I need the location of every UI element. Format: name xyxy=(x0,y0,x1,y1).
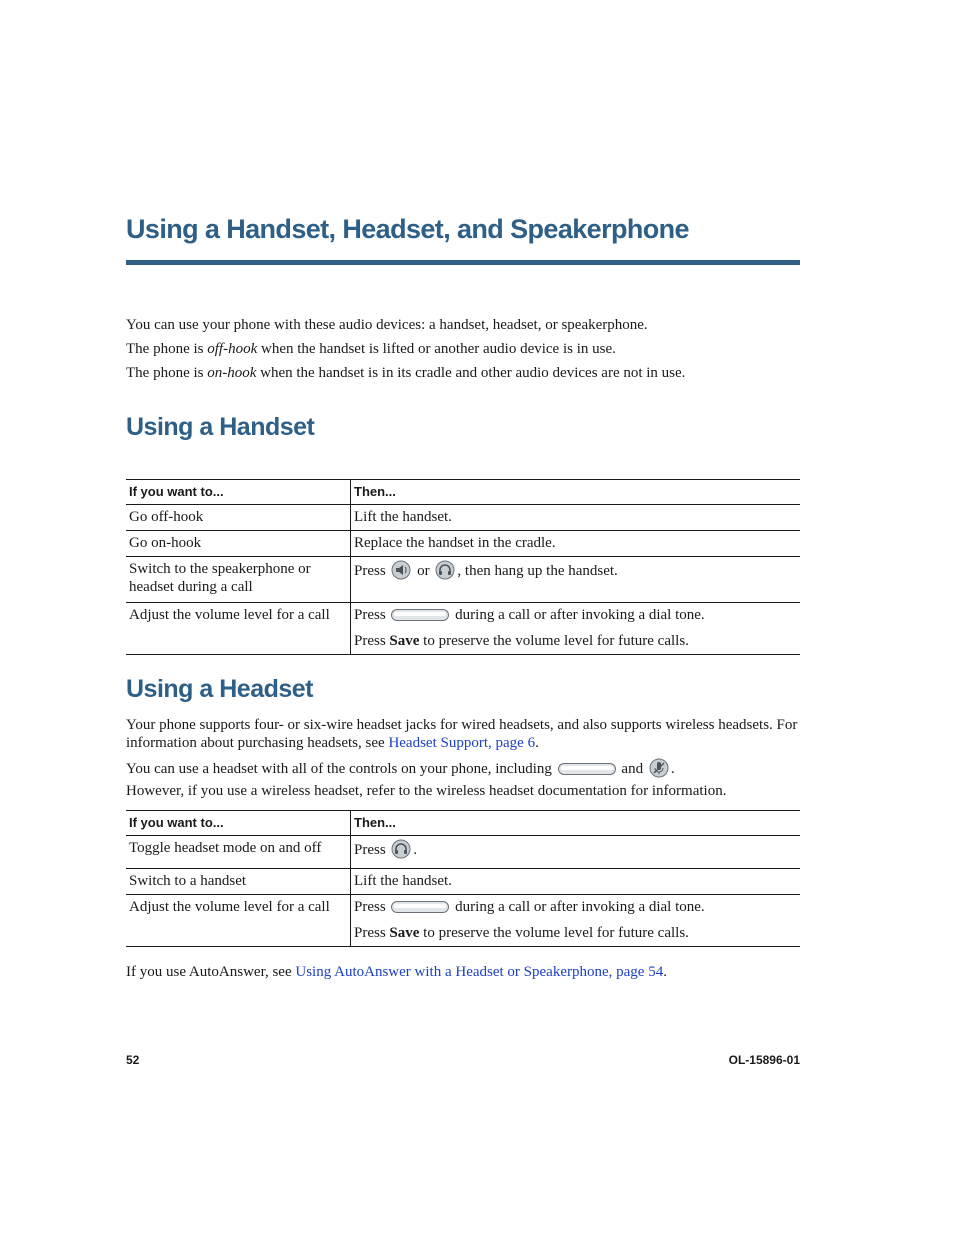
page-title: Using a Handset, Headset, and Speakerphone xyxy=(126,214,689,244)
headset-table xyxy=(126,810,800,947)
volume-bar-icon xyxy=(391,900,449,918)
headset-button-icon xyxy=(391,839,411,864)
table-row: Adjust the volume level for a call Press during a call or after invoking a dial tone. Press Save to preserve the volume level for future calls. xyxy=(126,895,800,947)
table-row: Toggle headset mode on and off Press . xyxy=(126,836,800,869)
headset-button-icon xyxy=(435,560,455,585)
volume-bar-icon xyxy=(558,762,616,780)
headset-col-then: Then... xyxy=(354,815,396,830)
table-row: Adjust the volume level for a call Press during a call or after invoking a dial tone. Press Save to preserve the volume level for future calls. xyxy=(126,603,800,655)
volume-bar-icon xyxy=(391,608,449,626)
headset-para-1: Your phone supports four- or six-wire headset jacks for wired headsets, and also supports wireless headsets. For information about purchasing headsets, see Headset Support, page 6. xyxy=(126,717,798,751)
doc-id: OL-15896-01 xyxy=(728,1053,800,1067)
headset-heading: Using a Headset xyxy=(126,675,314,703)
handset-table xyxy=(126,479,800,655)
table-row: Switch to a handset Lift the handset. xyxy=(126,869,800,895)
table-row: Go off-hook Lift the handset. xyxy=(126,505,800,531)
intro-line-2: The phone is off-hook when the handset is lifted or another audio device is in use. xyxy=(126,341,616,357)
intro-line-1: You can use your phone with these audio devices: a handset, headset, or speakerphone. xyxy=(126,317,648,333)
mute-button-icon xyxy=(649,758,669,783)
table-row: Switch to the speakerphone or headset during a call Press or , then hang up the handset. xyxy=(126,557,800,603)
handset-col-want: If you want to... xyxy=(126,480,351,505)
headset-para-2: You can use a headset with all of the controls on your phone, including and . xyxy=(126,758,800,783)
autoanswer-link[interactable]: Using AutoAnswer with a Headset or Speakerphone, page 54 xyxy=(295,964,664,980)
table-row: Go on-hook Replace the handset in the cradle. xyxy=(126,531,800,557)
intro-line-3: The phone is on-hook when the handset is in its cradle and other audio devices are not in use. xyxy=(126,365,686,381)
handset-col-then: Then... xyxy=(354,484,396,499)
page-number: 52 xyxy=(126,1053,140,1067)
headset-para-3: However, if you use a wireless headset, refer to the wireless headset documentation for information. xyxy=(126,783,727,799)
headset-support-link[interactable]: Headset Support, page 6 xyxy=(388,735,536,751)
headset-col-want: If you want to... xyxy=(126,811,351,836)
title-rule xyxy=(126,260,800,265)
autoanswer-para: If you use AutoAnswer, see Using AutoAnswer with a Headset or Speakerphone, page 54. xyxy=(126,964,667,980)
handset-heading: Using a Handset xyxy=(126,413,315,441)
speaker-button-icon xyxy=(391,560,411,585)
